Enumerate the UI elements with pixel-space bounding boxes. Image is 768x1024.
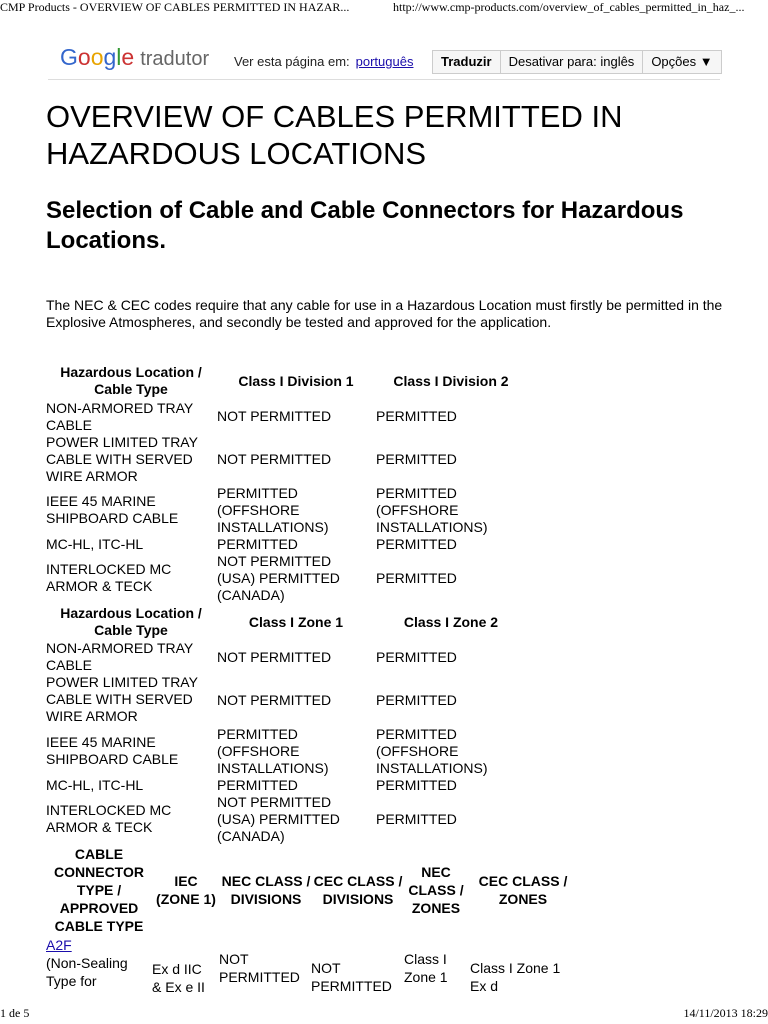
print-timestamp: 14/11/2013 18:29 [683,1006,768,1020]
table-cell: PERMITTED [376,570,457,586]
table-header-cell: IEC (ZONE 1) [156,873,216,907]
table-cell: MC-HL, ITC-HL [46,777,144,793]
logo-letter: o [77,44,91,70]
logo-letter: e [121,44,135,70]
translate-bar-divider [48,79,720,80]
table-cell: Class I Zone 1 Ex d [470,960,561,994]
logo-letter: o [90,44,104,70]
table-cell: PERMITTED (OFFSHORE INSTALLATIONS) [376,726,488,776]
table-header-cell: NEC CLASS / ZONES [408,864,464,916]
table-cell: MC-HL, ITC-HL [46,536,144,552]
print-footer [0,1006,768,1024]
table-header-cell: Class I Division 1 [238,373,354,389]
options-button[interactable]: Opções ▼ [651,54,713,69]
table-cell: PERMITTED [376,408,457,424]
table-cell: Class I Zone 1 [404,951,448,985]
table-header-cell: Class I Zone 2 [403,614,499,630]
table-cell: PERMITTED [217,777,298,793]
page-title: OVERVIEW OF CABLES PERMITTED IN HAZARDOUS LOCATIONS [46,99,623,171]
connector-type-description: (Non-Sealing Type for [46,955,128,989]
table-cell: NOT PERMITTED [217,692,332,708]
table-cell: PERMITTED [376,692,457,708]
table-cell: IEEE 45 MARINE SHIPBOARD CABLE [46,493,179,526]
table-cell: PERMITTED [217,536,298,552]
table-cell: NOT PERMITTED [217,451,332,467]
table-header-cell: CEC CLASS / DIVISIONS [313,873,403,907]
google-translate-logo [60,44,209,71]
table-cell: NON-ARMORED TRAY CABLE [46,400,194,433]
print-header-title: CMP Products - OVERVIEW OF CABLES PERMITTED IN HAZAR... [0,0,350,14]
table-header-cell: NEC CLASS / DIVISIONS [221,873,311,907]
logo-letter: G [60,44,78,70]
table-cell: Ex d IIC & Ex e II [152,961,205,995]
print-header-url: http://www.cmp-products.com/overview_of_cables_permitted_in_haz_... [393,0,745,14]
table-header-cell: Class I Zone 1 [248,614,344,630]
table-header-cell: Hazardous Location / Cable Type [60,364,202,397]
table-cell: NOT PERMITTED (USA) PERMITTED (CANADA) [217,553,340,603]
table-cell: PERMITTED (OFFSHORE INSTALLATIONS) [376,485,488,535]
table-cell: NOT PERMITTED [311,960,392,994]
view-page-in [234,54,413,69]
table-cell: PERMITTED [376,777,457,793]
table-cell: INTERLOCKED MC ARMOR & TECK [46,802,172,835]
logo-letter: g [103,44,117,70]
table-cell: INTERLOCKED MC ARMOR & TECK [46,561,172,594]
table-cell: IEEE 45 MARINE SHIPBOARD CABLE [46,734,179,767]
table-header-cell: Hazardous Location / Cable Type [60,605,202,638]
table-cell: NOT PERMITTED (USA) PERMITTED (CANADA) [217,794,340,844]
table-cell: POWER LIMITED TRAY CABLE WITH SERVED WIRE ARMOR [46,434,198,484]
table-cell: NOT PERMITTED [219,951,300,985]
translate-button-group [432,50,722,74]
table-header-cell: CEC CLASS / ZONES [478,873,568,907]
table-cell: PERMITTED [376,649,457,665]
connector-type-cell [46,936,146,990]
table-cell: PERMITTED (OFFSHORE INSTALLATIONS) [217,726,329,776]
table-cell: PERMITTED [376,811,457,827]
table-cell: PERMITTED [376,536,457,552]
table-header-cell: Class I Division 2 [393,373,509,389]
intro-paragraph: The NEC & CEC codes require that any cable for use in a Hazardous Location must firstly be permitted in the Explosive Atmospheres, and secondly be tested and approved for the application. [46,297,723,330]
table-cell: PERMITTED (OFFSHORE INSTALLATIONS) [217,485,329,535]
logo-suffix: tradutor [140,48,210,70]
table-cell: NON-ARMORED TRAY CABLE [46,640,194,673]
google-translate-bar [48,40,720,80]
translate-button[interactable]: Traduzir [433,51,501,73]
logo-letter: l [116,44,122,70]
language-link[interactable]: português [355,54,414,69]
page-subtitle: Selection of Cable and Cable Connectors for Hazardous Locations. [46,197,684,254]
table-cell: PERMITTED [376,451,457,467]
connector-a2f-link[interactable]: A2F [46,937,72,953]
view-page-label: Ver esta página em: [234,54,350,69]
table-cell: NOT PERMITTED [217,408,332,424]
table-cell: NOT PERMITTED [217,649,332,665]
disable-translation-button[interactable]: Desativar para: inglês [501,51,644,73]
page-number: 1 de 5 [0,1006,30,1020]
table-cell: POWER LIMITED TRAY CABLE WITH SERVED WIRE ARMOR [46,674,198,724]
table-header-cell: CABLE CONNECTOR TYPE / APPROVED CABLE TYPE [54,846,144,934]
